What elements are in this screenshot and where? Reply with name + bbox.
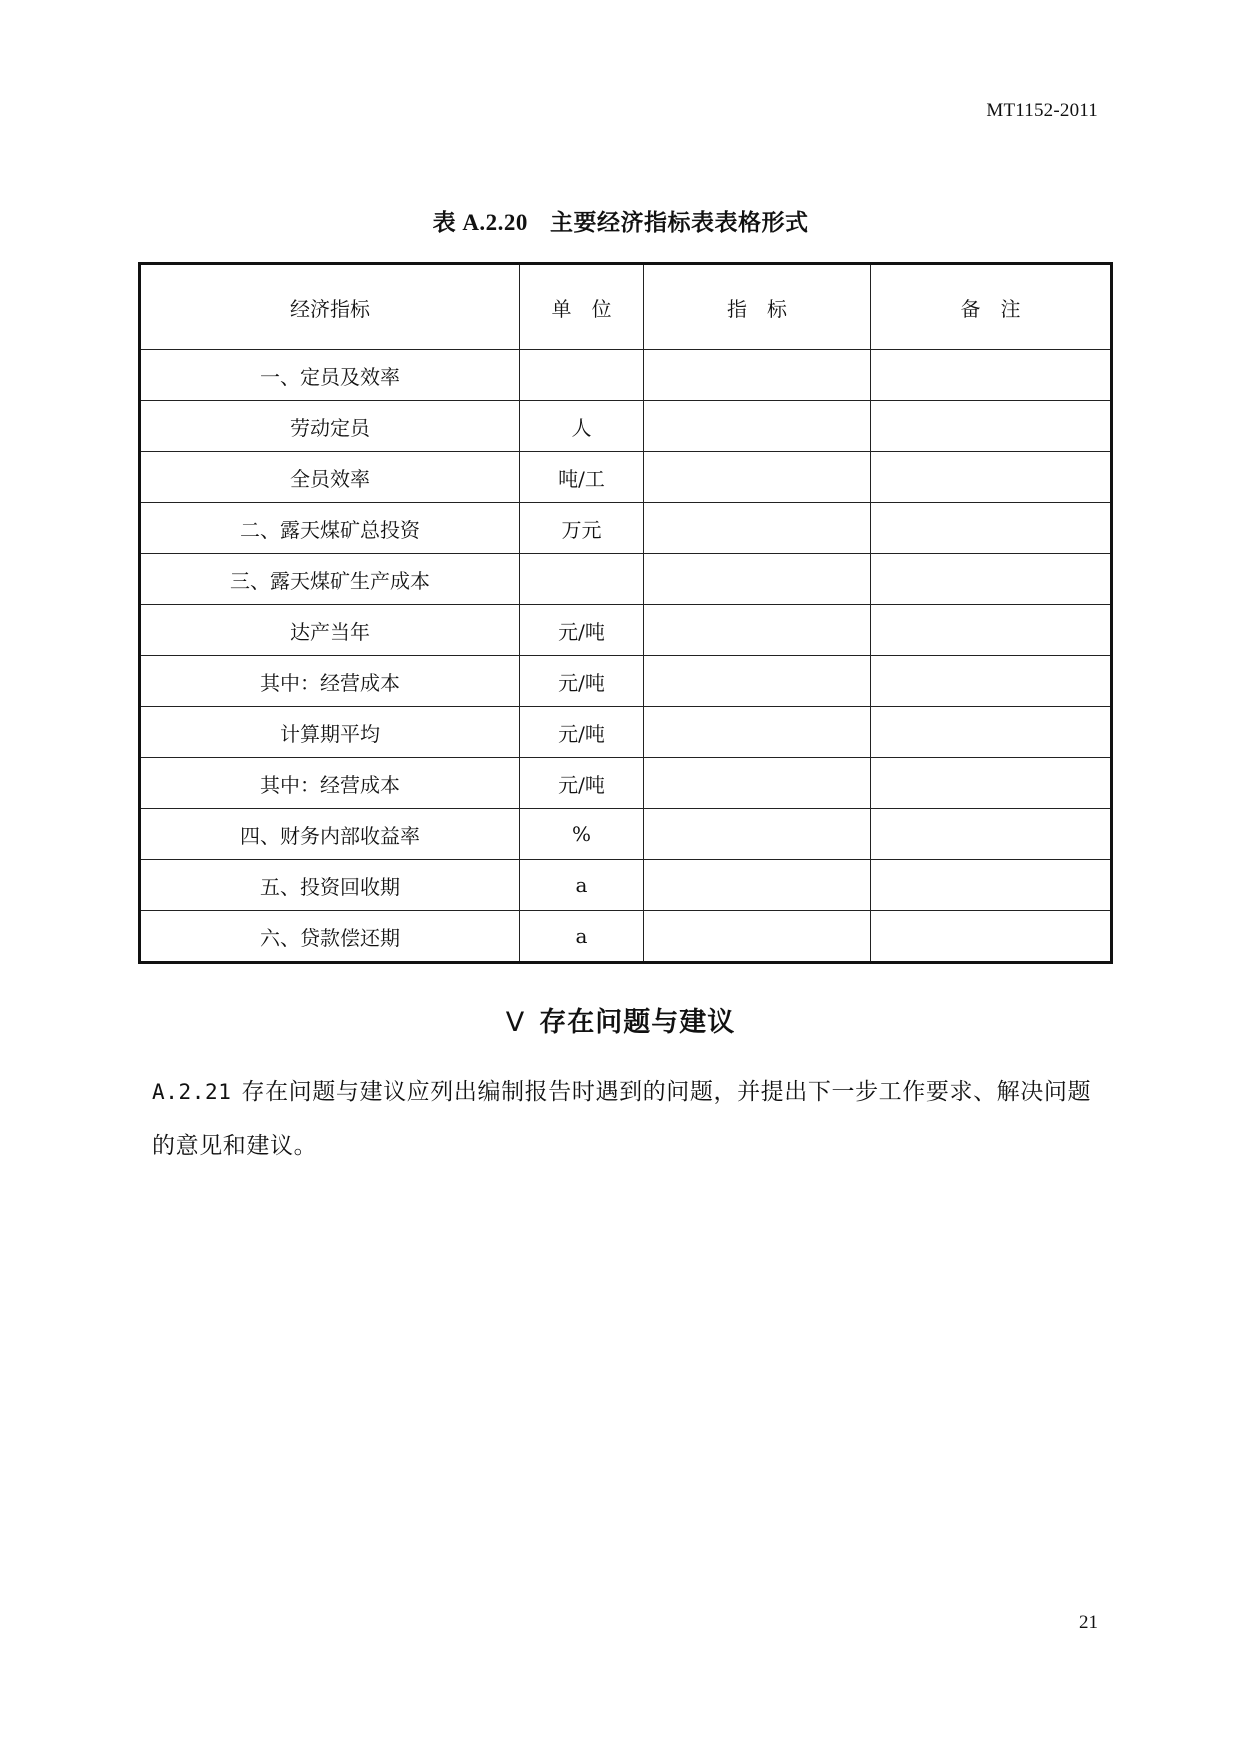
header-value: 指 标 (644, 264, 871, 350)
header-indicator: 经济指标 (140, 264, 520, 350)
unit-cell: a (520, 860, 644, 911)
value-cell (644, 911, 871, 963)
unit-cell: 元/吨 (520, 656, 644, 707)
table-title-text: 主要经济指标表表格形式 (549, 209, 809, 236)
remark-cell (871, 707, 1112, 758)
remark-cell (871, 503, 1112, 554)
table-row (140, 554, 1112, 605)
indicator-cell: 三、露天煤矿生产成本 (140, 554, 520, 605)
remark-cell (871, 452, 1112, 503)
table-row (140, 401, 1112, 452)
value-cell (644, 452, 871, 503)
indicator-cell: 达产当年 (140, 605, 520, 656)
indicator-cell: 五、投资回收期 (140, 860, 520, 911)
table-row (140, 656, 1112, 707)
clause-number: A.2.21 (152, 1080, 232, 1104)
table-row (140, 605, 1112, 656)
value-cell (644, 554, 871, 605)
remark-cell (871, 350, 1112, 401)
clause-paragraph (152, 1065, 1102, 1173)
header-remark: 备 注 (871, 264, 1112, 350)
unit-cell: a (520, 911, 644, 963)
table-row (140, 350, 1112, 401)
table-row (140, 860, 1112, 911)
table-row (140, 758, 1112, 809)
indicator-cell: 二、露天煤矿总投资 (140, 503, 520, 554)
table-header-row (140, 264, 1112, 350)
value-cell (644, 350, 871, 401)
remark-cell (871, 911, 1112, 963)
table-number: 表 A.2.20 (432, 210, 528, 235)
remark-cell (871, 758, 1112, 809)
unit-cell (520, 554, 644, 605)
unit-cell: % (520, 809, 644, 860)
remark-cell (871, 554, 1112, 605)
indicator-cell: 劳动定员 (140, 401, 520, 452)
remark-cell (871, 401, 1112, 452)
value-cell (644, 503, 871, 554)
clause-text: 存在问题与建议应列出编制报告时遇到的问题，并提出下一步工作要求、解决问题的意见和建议。 (152, 1079, 1092, 1159)
indicator-cell: 一、定员及效率 (140, 350, 520, 401)
unit-cell: 万元 (520, 503, 644, 554)
unit-cell: 吨/工 (520, 452, 644, 503)
indicator-cell: 全员效率 (140, 452, 520, 503)
table-row (140, 809, 1112, 860)
header-unit: 单 位 (520, 264, 644, 350)
indicator-cell: 六、贷款偿还期 (140, 911, 520, 963)
remark-cell (871, 809, 1112, 860)
indicator-cell: 其中：经营成本 (140, 758, 520, 809)
value-cell (644, 860, 871, 911)
unit-cell (520, 350, 644, 401)
indicator-cell: 四、财务内部收益率 (140, 809, 520, 860)
value-cell (644, 707, 871, 758)
indicator-cell: 计算期平均 (140, 707, 520, 758)
table-title (0, 204, 1241, 237)
economic-indicator-table (138, 262, 1113, 964)
value-cell (644, 656, 871, 707)
value-cell (644, 401, 871, 452)
page-number: 21 (1079, 1612, 1098, 1633)
section-heading-text: 存在问题与建议 (539, 1007, 736, 1038)
remark-cell (871, 656, 1112, 707)
unit-cell: 元/吨 (520, 758, 644, 809)
unit-cell: 元/吨 (520, 605, 644, 656)
unit-cell: 元/吨 (520, 707, 644, 758)
table-row (140, 452, 1112, 503)
value-cell (644, 809, 871, 860)
unit-cell: 人 (520, 401, 644, 452)
table-row (140, 911, 1112, 963)
document-code: MT1152-2011 (986, 100, 1098, 121)
value-cell (644, 605, 871, 656)
table-row (140, 707, 1112, 758)
remark-cell (871, 605, 1112, 656)
table-row (140, 503, 1112, 554)
indicator-cell: 其中：经营成本 (140, 656, 520, 707)
remark-cell (871, 860, 1112, 911)
section-numeral: Ⅴ (505, 1007, 526, 1037)
value-cell (644, 758, 871, 809)
section-heading (0, 1000, 1241, 1039)
